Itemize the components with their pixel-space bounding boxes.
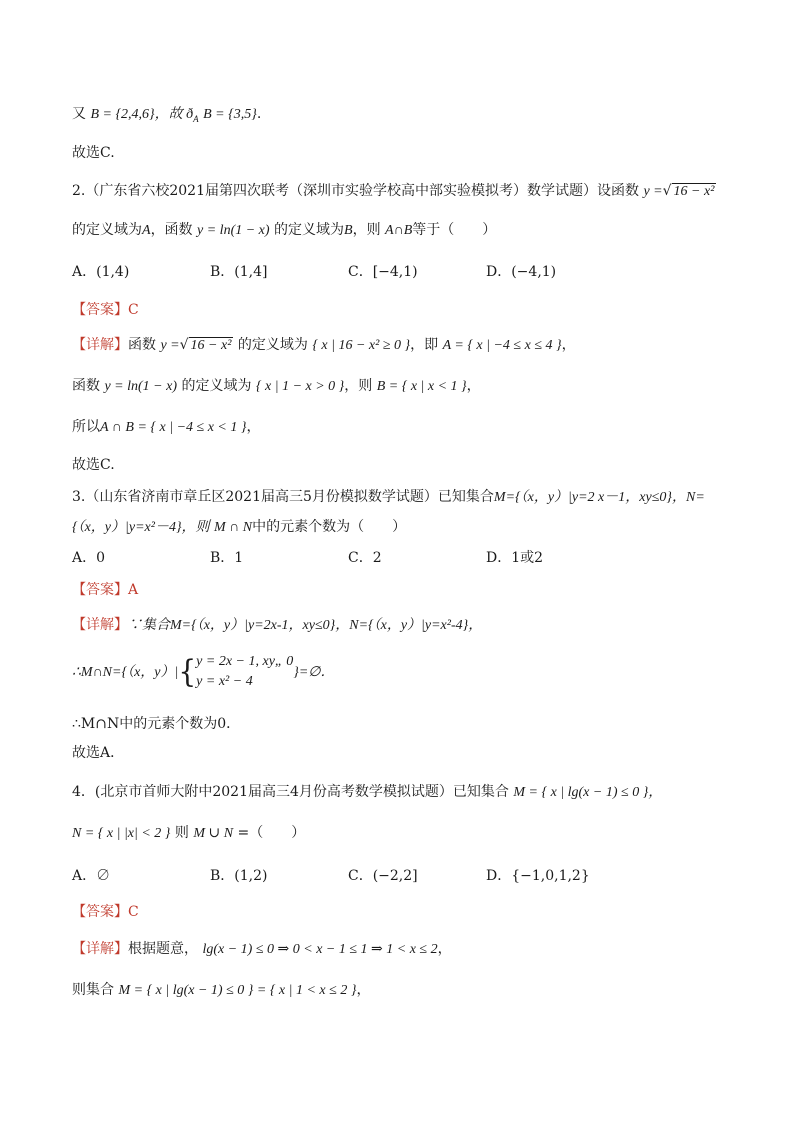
q4-option-b: B．(1,2): [210, 868, 268, 884]
q2-option-a: A．(1,4): [72, 264, 130, 280]
q2-answer: [72, 300, 139, 320]
q3-option-c: C．2: [348, 550, 382, 566]
q2-option-b: B．(1,4]: [210, 264, 268, 280]
math: M ∪ N: [193, 826, 234, 841]
question-text: 4．(北京市首师大附中2021届高三4月份高考数学模拟试题）已知集合: [72, 784, 509, 800]
text: ，则: [344, 378, 373, 394]
text: 又: [72, 106, 86, 122]
q2-conclusion: 故选C.: [72, 457, 115, 473]
math: M = { x | lg(x − 1) ≤ 0 }，: [513, 785, 663, 800]
text: 根据题意，: [128, 941, 198, 957]
math: A ∩ B = { x | −4 ≤ x < 1 }: [100, 420, 247, 435]
math: M ∩ N: [214, 520, 253, 535]
math: { x | 16 − x² ≥ 0 }: [312, 338, 411, 353]
detail-label: 【详解】: [72, 617, 128, 633]
q3-conclusion: 故选A．: [72, 745, 125, 761]
math: y =: [643, 184, 663, 199]
text: 所以: [72, 419, 100, 435]
q4-stem-line1: [72, 782, 662, 803]
math: B = { x | x < 1 }: [376, 379, 467, 394]
q4-option-d: D．{−1,0,1,2}: [486, 868, 590, 884]
q4-option-a: A．∅: [72, 868, 111, 884]
text: ，: [246, 419, 261, 435]
q2-detail-line3: [72, 417, 260, 438]
math: A∩B: [385, 223, 413, 238]
case-2: y = x² − 4: [196, 674, 253, 689]
math: M={（x，y）|y=2 x－1，xy≤0}，N=: [493, 490, 705, 505]
q3-option-d: D．1或2: [486, 550, 544, 566]
text: 的定义域为: [181, 378, 252, 394]
answer-value: C: [128, 904, 139, 920]
text: 函数: [72, 378, 100, 394]
text: .: [256, 106, 262, 122]
case-system: [196, 652, 293, 692]
detail-label: 【详解】: [72, 337, 128, 353]
q3-option-a: A．0: [72, 550, 106, 566]
text: ，: [466, 378, 481, 394]
question-text: 2.（广东省六校2021届第四次联考（深圳市实验学校高中部实验模拟考）数学试题）设函数: [72, 183, 639, 199]
math: A: [142, 223, 151, 238]
math-sub: A: [193, 113, 199, 124]
q3-option-b: B．1: [210, 550, 244, 566]
q1-conclusion: 故选C.: [72, 145, 115, 161]
math: { x | 1 − x > 0 }: [255, 379, 345, 394]
math: y = ln(1 − x): [104, 379, 177, 394]
case-1: y = 2x − 1, xy„ 0: [196, 654, 294, 669]
answer-value: C: [128, 302, 139, 318]
text: 则集合: [72, 982, 114, 998]
q2-detail-line1: 【详解】函数 y =√ 16 − x² 的定义域为 { x | 16 − x² ≥ 0 }，即 A = { x | −4 ≤ x ≤ 4 }，: [72, 337, 576, 353]
q1-solution-line: [72, 104, 261, 129]
math: N = { x | |x| < 2 }: [72, 826, 171, 841]
text: 中的元素个数为（ ）: [252, 519, 407, 535]
left-brace: {: [178, 653, 197, 690]
detail-label: 【详解】: [72, 941, 128, 957]
q3-stem-line1: [72, 487, 705, 508]
q3-detail-line2: [72, 652, 334, 693]
q3-detail-line1: [72, 615, 482, 636]
q2-stem-line2: [72, 220, 496, 241]
math: B: [344, 223, 353, 238]
math: ∴M∩N={（x，y）|: [72, 665, 179, 680]
q2-option-d: D．(−4,1): [486, 264, 557, 280]
q3-stem-line2: [72, 517, 406, 538]
q4-option-c: C．(−2,2]: [348, 868, 418, 884]
text: ，: [437, 941, 452, 957]
text: ，: [356, 982, 371, 998]
math: y =: [160, 338, 180, 353]
math: ∵集合M={（x，y）|y=2x-1，xy≤0}，N={（x，y）|y=x²-4}，: [128, 618, 483, 633]
math: A = { x | −4 ≤ x ≤ 4 }: [442, 338, 562, 353]
math-radicand: 16 − x²: [673, 184, 715, 199]
math: lg(x − 1) ≤ 0 ⇒ 0 < x − 1 ≤ 1 ⇒ 1 < x ≤ 2: [202, 942, 438, 957]
text: 函数: [128, 337, 156, 353]
answer-label: 【答案】: [72, 582, 128, 598]
text: ，即: [410, 337, 439, 353]
math: {（x，y）|y=x²－4}，则: [72, 520, 210, 535]
text: ，: [561, 337, 576, 353]
q4-detail-line1: [72, 939, 452, 960]
q2-option-c: C．[−4,1): [348, 264, 418, 280]
math: B = {3,5}: [203, 107, 257, 122]
text: 的定义域为: [274, 222, 345, 238]
answer-label: 【答案】: [72, 904, 128, 920]
q4-answer: [72, 902, 139, 922]
text: 则: [174, 825, 189, 841]
text: 等于（ ）: [412, 222, 497, 238]
math: y = ln(1 − x): [197, 223, 270, 238]
q4-detail-line2: [72, 980, 370, 1001]
q3-detail-line3: ∴M∩N中的元素个数为0．: [72, 716, 241, 732]
math: M = { x | lg(x − 1) ≤ 0 } = { x | 1 < x ≤ 2 }: [118, 983, 357, 998]
answer-value: A: [128, 582, 139, 598]
math-radicand: 16 − x²: [190, 338, 232, 353]
math: B = {2,4,6}，故 ð: [90, 107, 194, 122]
q3-answer: [72, 580, 138, 600]
q4-stem-line2: [72, 823, 305, 844]
text: ，则: [352, 222, 381, 238]
text: =（ ）: [237, 825, 306, 841]
q2-stem-line1: 2.（广东省六校2021届第四次联考（深圳市实验学校高中部实验模拟考）数学试题）设函数 y =√ 16 − x²: [72, 183, 715, 199]
q2-detail-line2: [72, 376, 481, 397]
text: 的定义域为: [237, 337, 308, 353]
text: 的定义域为: [72, 222, 142, 238]
text: ，函数: [150, 222, 193, 238]
math: }=∅．: [293, 665, 335, 680]
question-text: 3.（山东省济南市章丘区2021届高三5月份模拟数学试题）已知集合: [72, 489, 494, 505]
answer-label: 【答案】: [72, 302, 128, 318]
